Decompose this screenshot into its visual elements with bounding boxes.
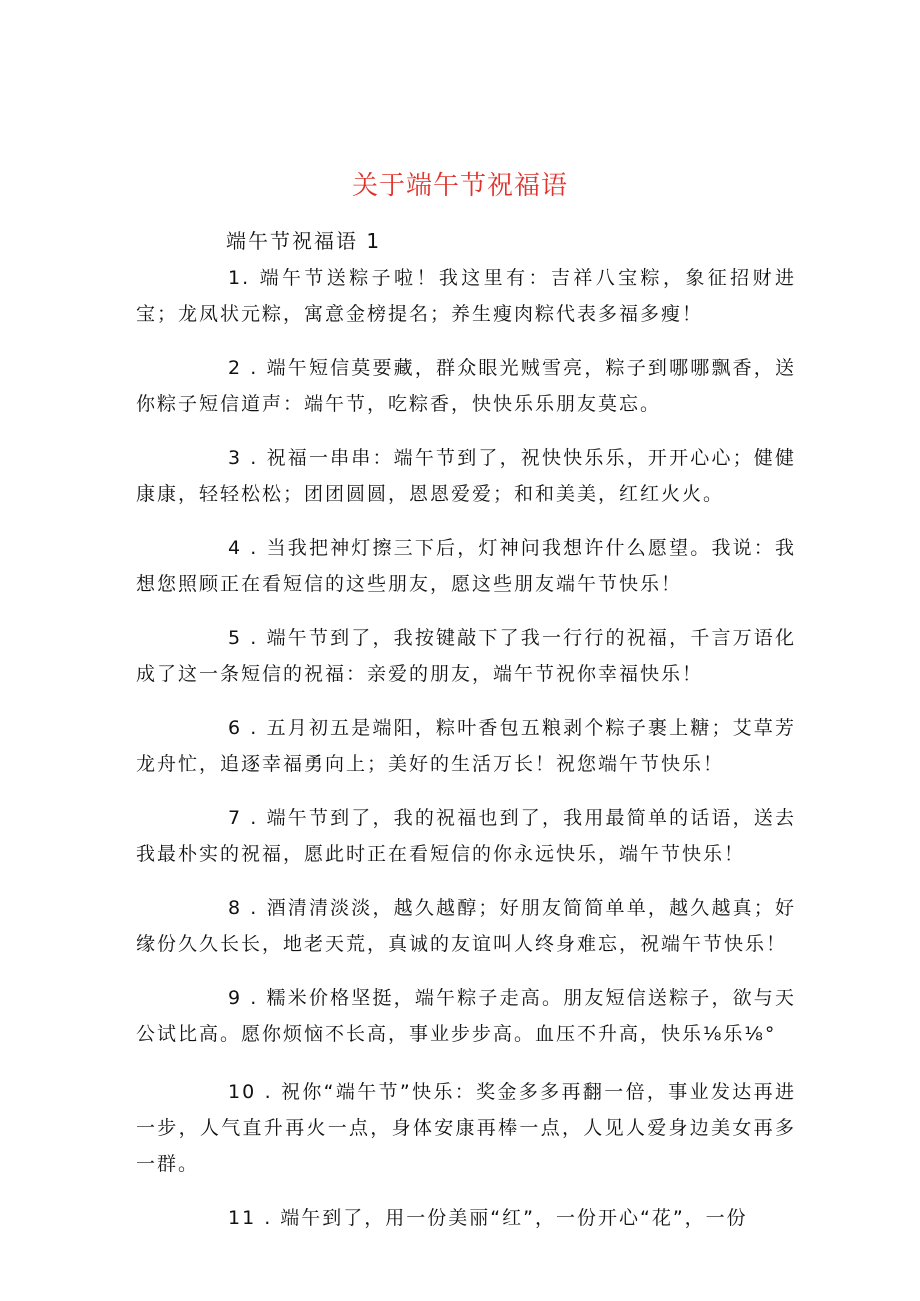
paragraph-9: 9 . 糯米价格坚挺，端午粽子走高。朋友短信送粽子，欲与天公试比高。愿你烦恼不长高，事业步步高。血压不升高，快乐⅛乐⅛° xyxy=(136,987,796,1045)
paragraph-4: 4 . 当我把神灯擦三下后，灯神问我想许什么愿望。我说：我想您照顾正在看短信的这些朋友，愿这些朋友端午节快乐！ xyxy=(136,537,796,595)
paragraph-5: 5 . 端午节到了，我按键敲下了我一行行的祝福，千言万语化成了这一条短信的祝福：亲爱的朋友，端午节祝你幸福快乐！ xyxy=(136,627,796,685)
document-title: 关于端午节祝福语 xyxy=(351,171,568,201)
paragraph-2: 2 . 端午短信莫要藏，群众眼光贼雪亮，粽子到哪哪飘香，送你粽子短信道声：端午节，吃粽香，快快乐乐朋友莫忘。 xyxy=(136,357,796,415)
paragraph-3: 3 . 祝福一串串：端午节到了，祝快快乐乐，开开心心；健健康康，轻轻松松；团团圆圆，恩恩爱爱；和和美美，红红火火。 xyxy=(136,447,796,505)
paragraph-7: 7 . 端午节到了，我的祝福也到了，我用最简单的话语，送去我最朴实的祝福，愿此时正在看短信的你永远快乐，端午节快乐！ xyxy=(136,807,796,865)
section-subtitle: 端午节祝福语 1 xyxy=(226,229,382,253)
paragraph-1: 1. 端午节送粽子啦！我这里有：吉祥八宝粽，象征招财进宝；龙凤状元粽，寓意金榜提名；养生瘦肉粽代表多福多瘦！ xyxy=(136,267,796,325)
paragraph-6: 6 . 五月初五是端阳，粽叶香包五粮剥个粽子裹上糖；艾草芳龙舟忙，追逐幸福勇向上；美好的生活万长！祝您端午节快乐！ xyxy=(136,717,796,775)
paragraph-10: 10 . 祝你“端午节”快乐：奖金多多再翻一倍，事业发达再进一步，人气直升再火一点，身体安康再棒一点，人见人爱身边美女再多一群。 xyxy=(136,1081,796,1175)
paragraph-8: 8 . 酒清清淡淡，越久越醇；好朋友简简单单，越久越真；好缘份久久长长，地老天荒，真诚的友谊叫人终身难忘，祝端午节快乐！ xyxy=(136,897,796,955)
paragraph-11: 11 . 端午到了，用一份美丽“红”，一份开心“花”，一份 xyxy=(228,1207,748,1229)
document-body xyxy=(136,260,796,1254)
